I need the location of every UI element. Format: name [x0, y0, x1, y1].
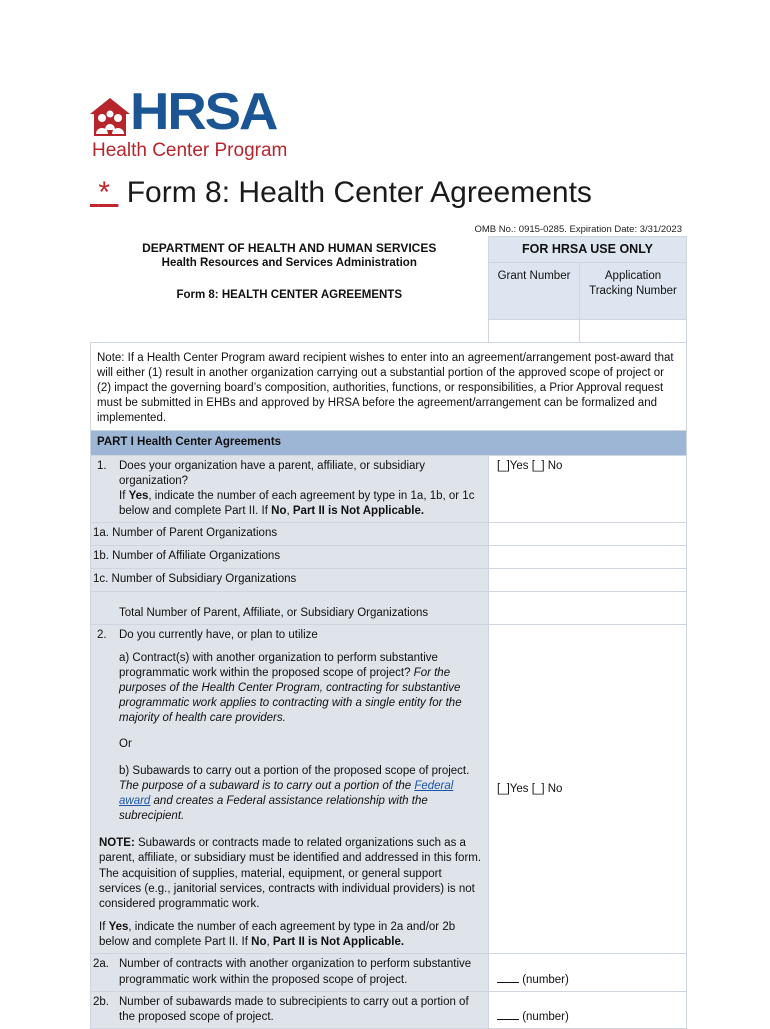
question-2b	[91, 991, 489, 1028]
question-2b-option: b) Subawards to carry out a portion of the proposed scope of project. The purpose of a subaward is to carry out a portion of the Federal award and creates a Federal assistance relationship with the subrecipient.	[119, 764, 470, 823]
hrsa-wordmark: HRSA	[130, 83, 277, 141]
question-2b-answer[interactable]: (number)	[489, 991, 687, 1028]
grant-number-label: Grant Number	[489, 262, 580, 319]
question-1-number: 1.	[97, 459, 107, 472]
question-2a-text: Number of contracts with another organization to perform substantive programmatic work within the proposed scope of project.	[119, 958, 472, 986]
question-2a-number: 2a.	[93, 958, 109, 971]
total-organizations: Total Number of Parent, Affiliate, or Subsidiary Organizations	[91, 592, 489, 625]
hrsa-logo	[88, 83, 328, 162]
question-1c: 1c. Number of Subsidiary Organizations	[91, 569, 489, 592]
page-title	[90, 176, 592, 210]
question-2-instructions: If Yes, indicate the number of each agreement by type in 2a and/or 2b below and complete Part II. If No, Part II is Not Applicable.	[99, 921, 456, 949]
logo-subtitle: Health Center Program	[92, 140, 288, 161]
form-table	[90, 236, 687, 1029]
application-tracking-label: Application Tracking Number	[580, 262, 687, 319]
note-block: Note: If a Health Center Program award recipient wishes to enter into an agreement/arrangement post-award that will either (1) result in another organization carrying out a substantial portion of the approved scope of project or (2) impact the governing board’s composition, authorities, functions, or responsibilities, a Prior Approval request must be submitted in EHBs and approved by HRSA before the agreement/arrangement can be formalized and implemented.	[91, 342, 687, 431]
page-title-text: Form 8: Health Center Agreements	[126, 176, 592, 209]
question-2a	[91, 954, 489, 991]
application-tracking-field[interactable]	[580, 319, 687, 342]
question-1	[91, 455, 489, 523]
form-8	[90, 236, 686, 1029]
department-name: DEPARTMENT OF HEALTH AND HUMAN SERVICES	[142, 240, 437, 255]
form-name: Form 8: HEALTH CENTER AGREEMENTS	[176, 288, 403, 301]
question-1-yes-no[interactable]: [_]Yes [_] No	[489, 455, 687, 523]
health-center-house-icon	[88, 96, 132, 138]
question-1b-answer[interactable]	[489, 546, 687, 569]
question-2a-answer[interactable]: (number)	[489, 954, 687, 991]
question-2-yes-no[interactable]: [_]Yes [_] No	[489, 625, 687, 954]
agency-name: Health Resources and Services Administration	[161, 257, 417, 270]
question-2	[91, 625, 489, 954]
question-1a-answer[interactable]	[489, 523, 687, 546]
required-star: *	[98, 176, 111, 209]
question-1-instructions: If Yes, indicate the number of each agreement by type in 1a, 1b, or 1c below and complete Part II. If No, Part II is Not Applicable.	[119, 489, 475, 518]
question-2b-text: Number of subawards made to subrecipients to carry out a portion of the proposed scope of project.	[119, 995, 469, 1023]
question-1a: 1a. Number of Parent Organizations	[91, 523, 489, 546]
question-2-text: Do you currently have, or plan to utilize	[119, 629, 318, 642]
question-1-text: Does your organization have a parent, affiliate, or subsidiary organization?	[119, 459, 425, 487]
question-1c-answer[interactable]	[489, 569, 687, 592]
grant-number-field[interactable]	[489, 319, 580, 342]
question-1b: 1b. Number of Affiliate Organizations	[91, 546, 489, 569]
subaward-note: NOTE: Subawards or contracts made to related organizations such as a parent, affiliate, or subsidiary must be identified and addressed in this form. The acquisition of supplies, material, equipment, or general support services (e.g., janitorial services, contracts with individual providers) is not considered programmatic work.	[99, 837, 482, 910]
option-or: Or	[119, 738, 132, 751]
omb-number: OMB No.: 0915-0285. Expiration Date: 3/31/2023	[474, 224, 682, 235]
federal-award-link[interactable]: Federal award	[119, 779, 454, 807]
form-header-left	[91, 237, 489, 343]
part-1-heading: PART I Health Center Agreements	[91, 431, 687, 455]
question-2-number: 2.	[97, 629, 107, 642]
total-organizations-answer[interactable]	[489, 592, 687, 625]
question-2b-number: 2b.	[93, 995, 109, 1008]
hrsa-use-only-header: FOR HRSA USE ONLY	[489, 237, 687, 263]
question-2a-option: a) Contract(s) with another organization to perform substantive programmatic work within the proposed scope of project? For the purposes of the Health Center Program, contracting for substantive programmatic work applies to contracting with a single entity for the majority of health care providers.	[119, 651, 462, 725]
